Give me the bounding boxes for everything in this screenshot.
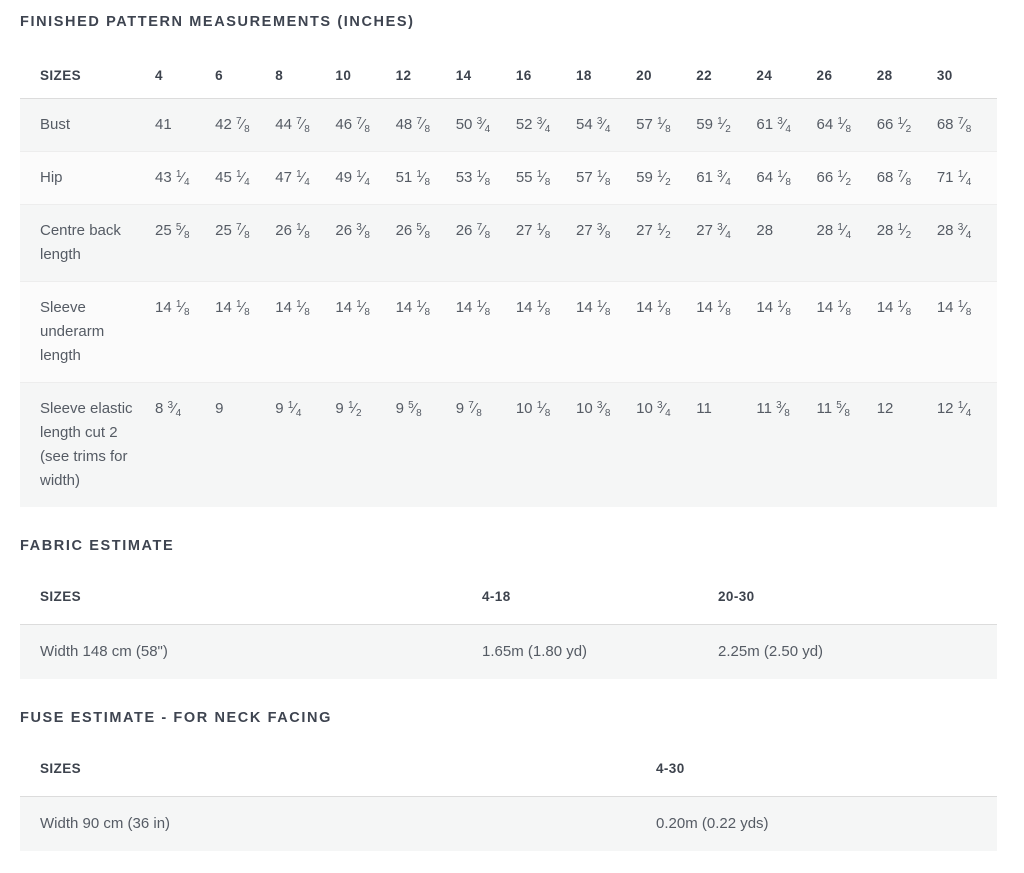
fraction: $^1⁄_8$ bbox=[536, 299, 551, 318]
fraction: $^7⁄_8$ bbox=[236, 222, 250, 241]
size-column-header: 30 bbox=[937, 32, 997, 99]
fraction: $^1⁄_2$ bbox=[656, 169, 671, 188]
value-cell: 28 $^3⁄_4$ bbox=[936, 222, 972, 241]
fraction: $^1⁄_8$ bbox=[175, 299, 190, 318]
value-cell: 51 $^1⁄_8$ bbox=[395, 169, 431, 188]
value-cell: 14 $^1⁄_8$ bbox=[275, 299, 310, 318]
value-cell: 43 $^1⁄_4$ bbox=[155, 169, 190, 188]
value-cell: 26 $^7⁄_8$ bbox=[455, 222, 491, 241]
value-cell: 14 $^1⁄_8$ bbox=[696, 299, 731, 318]
table-row bbox=[20, 383, 997, 508]
fabric-estimate-table bbox=[20, 556, 997, 679]
value-cell: 71 $^1⁄_4$ bbox=[936, 169, 972, 188]
table-row bbox=[20, 625, 997, 680]
value-cell: 27 $^3⁄_4$ bbox=[696, 222, 731, 241]
row-label: Centre back length bbox=[40, 222, 121, 263]
row-label: Sleeve elastic length cut 2 (see trims for width) bbox=[40, 400, 133, 489]
fraction: $^3⁄_4$ bbox=[476, 116, 491, 135]
fraction: $^1⁄_8$ bbox=[596, 299, 611, 318]
fraction: $^3⁄_8$ bbox=[596, 222, 611, 241]
value-cell: 26 $^1⁄_8$ bbox=[275, 222, 310, 241]
fraction: $^7⁄_8$ bbox=[468, 400, 482, 419]
value-cell: 68 $^7⁄_8$ bbox=[936, 116, 972, 135]
value-cell: 44 $^7⁄_8$ bbox=[275, 116, 310, 135]
fraction: $^1⁄_2$ bbox=[347, 400, 362, 419]
value-cell: 14 $^1⁄_8$ bbox=[455, 299, 491, 318]
fraction: $^1⁄_4$ bbox=[356, 169, 370, 188]
section-fuse-estimate bbox=[20, 708, 997, 851]
fraction: $^1⁄_2$ bbox=[717, 116, 731, 135]
table-body bbox=[20, 99, 997, 508]
fraction: $^1⁄_8$ bbox=[656, 299, 671, 318]
sizes-header-cell: SIZES bbox=[20, 32, 155, 99]
value-cell: 14 $^1⁄_8$ bbox=[575, 299, 611, 318]
table-row bbox=[20, 797, 997, 852]
value-cell: 14 $^1⁄_8$ bbox=[515, 299, 551, 318]
table-header bbox=[20, 728, 997, 797]
fraction: $^5⁄_8$ bbox=[836, 400, 850, 419]
fraction: $^7⁄_8$ bbox=[416, 116, 431, 135]
value-cell: 28 $^1⁄_4$ bbox=[816, 222, 852, 241]
fraction: $^7⁄_8$ bbox=[476, 222, 491, 241]
fraction: $^1⁄_8$ bbox=[416, 169, 431, 188]
fraction: $^7⁄_8$ bbox=[236, 116, 250, 135]
row-label: Width 148 cm (58") bbox=[40, 643, 168, 660]
value-cell: 9 $^5⁄_8$ bbox=[395, 400, 422, 419]
fraction: $^1⁄_8$ bbox=[356, 299, 370, 318]
value-cell: 11 bbox=[696, 400, 712, 417]
size-column-header: 12 bbox=[396, 32, 456, 99]
value-cell: 28 $^1⁄_2$ bbox=[876, 222, 912, 241]
table-row bbox=[20, 282, 997, 383]
size-column-header: 8 bbox=[275, 32, 335, 99]
value-cell: 66 $^1⁄_2$ bbox=[816, 169, 852, 188]
fraction: $^1⁄_4$ bbox=[957, 400, 972, 419]
value-cell: 25 $^7⁄_8$ bbox=[215, 222, 250, 241]
fraction: $^3⁄_4$ bbox=[656, 400, 671, 419]
fraction: $^3⁄_4$ bbox=[957, 222, 972, 241]
value-cell: 47 $^1⁄_4$ bbox=[275, 169, 310, 188]
size-column-header: 24 bbox=[756, 32, 816, 99]
fraction: $^7⁄_8$ bbox=[296, 116, 310, 135]
section-fabric-estimate bbox=[20, 536, 997, 679]
value-cell: 27 $^1⁄_8$ bbox=[515, 222, 551, 241]
fraction: $^3⁄_4$ bbox=[536, 116, 551, 135]
value-cell: 28 bbox=[756, 222, 774, 239]
size-column-header: 4-30 bbox=[656, 728, 997, 797]
value-cell: 68 $^7⁄_8$ bbox=[876, 169, 912, 188]
size-column-header: 10 bbox=[335, 32, 395, 99]
fraction: $^1⁄_4$ bbox=[837, 222, 852, 241]
value-cell: 1.65m (1.80 yd) bbox=[482, 643, 588, 660]
value-cell: 59 $^1⁄_2$ bbox=[636, 169, 671, 188]
header-row bbox=[20, 728, 997, 797]
fraction: $^1⁄_8$ bbox=[296, 222, 310, 241]
fabric-estimate-title: FABRIC ESTIMATE bbox=[20, 538, 175, 554]
value-cell: 0.20m (0.22 yds) bbox=[656, 815, 769, 832]
table-row bbox=[20, 205, 997, 282]
row-label: Bust bbox=[40, 116, 71, 133]
value-cell: 42 $^7⁄_8$ bbox=[215, 116, 250, 135]
value-cell: 49 $^1⁄_4$ bbox=[335, 169, 370, 188]
fraction: $^3⁄_4$ bbox=[777, 116, 791, 135]
fraction: $^1⁄_8$ bbox=[416, 299, 431, 318]
table-body bbox=[20, 625, 997, 680]
value-cell: 54 $^3⁄_4$ bbox=[575, 116, 611, 135]
value-cell: 14 $^1⁄_8$ bbox=[816, 299, 852, 318]
fraction: $^3⁄_8$ bbox=[596, 400, 611, 419]
size-column-header: 4-18 bbox=[482, 556, 718, 625]
size-column-header: 20 bbox=[636, 32, 696, 99]
section-finished-measurements bbox=[20, 12, 997, 507]
value-cell: 52 $^3⁄_4$ bbox=[515, 116, 551, 135]
value-cell: 50 $^3⁄_4$ bbox=[455, 116, 491, 135]
value-cell: 10 $^1⁄_8$ bbox=[515, 400, 551, 419]
fraction: $^1⁄_4$ bbox=[287, 400, 302, 419]
fraction: $^1⁄_8$ bbox=[897, 299, 912, 318]
fraction: $^1⁄_4$ bbox=[957, 169, 972, 188]
value-cell: 27 $^3⁄_8$ bbox=[575, 222, 611, 241]
fraction: $^1⁄_8$ bbox=[837, 299, 852, 318]
fuse-estimate-table bbox=[20, 728, 997, 851]
value-cell: 9 $^1⁄_2$ bbox=[335, 400, 362, 419]
size-column-header: 4 bbox=[155, 32, 215, 99]
value-cell: 14 $^1⁄_8$ bbox=[936, 299, 972, 318]
value-cell: 55 $^1⁄_8$ bbox=[515, 169, 551, 188]
fraction: $^1⁄_8$ bbox=[236, 299, 250, 318]
value-cell: 57 $^1⁄_8$ bbox=[575, 169, 611, 188]
value-cell: 45 $^1⁄_4$ bbox=[215, 169, 250, 188]
fraction: $^7⁄_8$ bbox=[897, 169, 912, 188]
fraction: $^1⁄_4$ bbox=[175, 169, 190, 188]
header-row bbox=[20, 556, 997, 625]
value-cell: 14 $^1⁄_8$ bbox=[395, 299, 431, 318]
fraction: $^1⁄_8$ bbox=[957, 299, 972, 318]
fraction: $^1⁄_2$ bbox=[897, 116, 912, 135]
fraction: $^3⁄_4$ bbox=[717, 222, 731, 241]
fraction: $^3⁄_8$ bbox=[356, 222, 370, 241]
value-cell: 12 $^1⁄_4$ bbox=[936, 400, 972, 419]
fraction: $^1⁄_2$ bbox=[837, 169, 852, 188]
fraction: $^1⁄_8$ bbox=[777, 169, 791, 188]
value-cell: 14 $^1⁄_8$ bbox=[756, 299, 791, 318]
value-cell: 10 $^3⁄_8$ bbox=[575, 400, 611, 419]
value-cell: 26 $^3⁄_8$ bbox=[335, 222, 370, 241]
fuse-estimate-title: FUSE ESTIMATE - FOR NECK FACING bbox=[20, 710, 332, 726]
size-column-header: 20-30 bbox=[718, 556, 997, 625]
header-row bbox=[20, 32, 997, 99]
value-cell: 64 $^1⁄_8$ bbox=[816, 116, 852, 135]
value-cell: 2.25m (2.50 yd) bbox=[718, 643, 824, 660]
fraction: $^1⁄_8$ bbox=[596, 169, 611, 188]
value-cell: 61 $^3⁄_4$ bbox=[696, 169, 731, 188]
row-label: Hip bbox=[40, 169, 63, 186]
fraction: $^7⁄_8$ bbox=[356, 116, 370, 135]
value-cell: 57 $^1⁄_8$ bbox=[636, 116, 671, 135]
fraction: $^1⁄_8$ bbox=[837, 116, 852, 135]
value-cell: 14 $^1⁄_8$ bbox=[876, 299, 912, 318]
value-cell: 66 $^1⁄_2$ bbox=[876, 116, 912, 135]
value-cell: 12 bbox=[876, 400, 894, 417]
size-column-header: 18 bbox=[576, 32, 636, 99]
value-cell: 27 $^1⁄_2$ bbox=[636, 222, 671, 241]
fraction: $^5⁄_8$ bbox=[416, 222, 431, 241]
value-cell: 26 $^5⁄_8$ bbox=[395, 222, 431, 241]
finished-measurements-title: FINISHED PATTERN MEASUREMENTS (INCHES) bbox=[20, 14, 415, 30]
size-column-header: 6 bbox=[215, 32, 275, 99]
table-header bbox=[20, 32, 997, 99]
value-cell: 48 $^7⁄_8$ bbox=[395, 116, 431, 135]
value-cell: 59 $^1⁄_2$ bbox=[696, 116, 731, 135]
row-label: Sleeve underarm length bbox=[40, 299, 105, 364]
size-column-header: 28 bbox=[877, 32, 937, 99]
value-cell: 9 bbox=[215, 400, 224, 417]
fraction: $^1⁄_2$ bbox=[656, 222, 671, 241]
value-cell: 8 $^3⁄_4$ bbox=[155, 400, 182, 419]
size-column-header: 14 bbox=[456, 32, 516, 99]
fraction: $^3⁄_4$ bbox=[167, 400, 182, 419]
value-cell: 14 $^1⁄_8$ bbox=[215, 299, 250, 318]
fraction: $^1⁄_8$ bbox=[717, 299, 731, 318]
size-column-header: 16 bbox=[516, 32, 576, 99]
value-cell: 11 $^3⁄_8$ bbox=[756, 400, 790, 419]
fraction: $^1⁄_8$ bbox=[777, 299, 791, 318]
fraction: $^3⁄_8$ bbox=[776, 400, 790, 419]
table-header bbox=[20, 556, 997, 625]
fraction: $^1⁄_8$ bbox=[296, 299, 310, 318]
table-body bbox=[20, 797, 997, 852]
value-cell: 14 $^1⁄_8$ bbox=[636, 299, 671, 318]
size-column-header: 26 bbox=[817, 32, 877, 99]
value-cell: 25 $^5⁄_8$ bbox=[155, 222, 190, 241]
size-column-header: 22 bbox=[696, 32, 756, 99]
value-cell: 14 $^1⁄_8$ bbox=[335, 299, 370, 318]
fraction: $^1⁄_4$ bbox=[296, 169, 310, 188]
value-cell: 64 $^1⁄_8$ bbox=[756, 169, 791, 188]
value-cell: 41 bbox=[155, 116, 172, 133]
value-cell: 9 $^1⁄_4$ bbox=[275, 400, 302, 419]
value-cell: 9 $^7⁄_8$ bbox=[455, 400, 482, 419]
value-cell: 14 $^1⁄_8$ bbox=[155, 299, 190, 318]
fraction: $^7⁄_8$ bbox=[957, 116, 972, 135]
fraction: $^3⁄_4$ bbox=[596, 116, 611, 135]
fraction: $^1⁄_8$ bbox=[536, 400, 551, 419]
value-cell: 61 $^3⁄_4$ bbox=[756, 116, 791, 135]
fraction: $^1⁄_8$ bbox=[476, 169, 491, 188]
fraction: $^1⁄_8$ bbox=[536, 222, 551, 241]
value-cell: 11 $^5⁄_8$ bbox=[816, 400, 850, 419]
fraction: $^1⁄_8$ bbox=[536, 169, 551, 188]
table-row bbox=[20, 152, 997, 205]
sizes-header-cell: SIZES bbox=[20, 556, 482, 625]
fraction: $^1⁄_8$ bbox=[656, 116, 671, 135]
fraction: $^1⁄_8$ bbox=[476, 299, 491, 318]
table-row bbox=[20, 99, 997, 152]
fraction: $^1⁄_4$ bbox=[236, 169, 250, 188]
finished-measurements-table bbox=[20, 32, 997, 507]
fraction: $^3⁄_4$ bbox=[717, 169, 731, 188]
fraction: $^5⁄_8$ bbox=[408, 400, 422, 419]
value-cell: 46 $^7⁄_8$ bbox=[335, 116, 370, 135]
sizes-header-cell: SIZES bbox=[20, 728, 656, 797]
value-cell: 10 $^3⁄_4$ bbox=[636, 400, 671, 419]
fraction: $^5⁄_8$ bbox=[175, 222, 190, 241]
fraction: $^1⁄_2$ bbox=[897, 222, 912, 241]
row-label: Width 90 cm (36 in) bbox=[40, 815, 171, 832]
value-cell: 53 $^1⁄_8$ bbox=[455, 169, 491, 188]
